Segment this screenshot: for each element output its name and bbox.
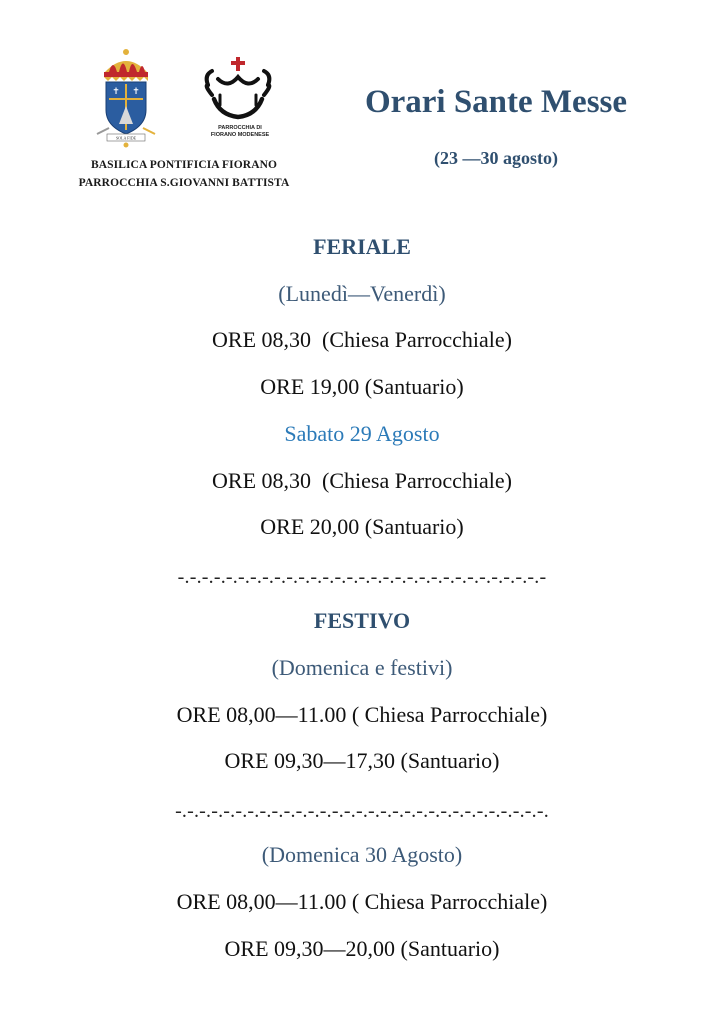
basilica-coat-of-arms-icon — [95, 48, 157, 148]
svg-text:✝: ✝ — [132, 86, 140, 96]
separator-2: -.-.-.-.-.-.-.-.-.-.-.-.-.-.-.-.-.-.-.-.-.-.-.-.-.-.-.-.-.-.-. — [175, 800, 549, 822]
domenica30-time-1: ORE 08,00—11.00 ( Chiesa Parrocchiale) — [176, 889, 548, 914]
feriale-special-time-2: ORE 20,00 (Santuario) — [260, 514, 464, 539]
parrocchia-logo-line-2: FIORANO MODENESE — [210, 132, 270, 138]
domenica30-time-2: ORE 09,30—20,00 (Santuario) — [224, 936, 500, 961]
page-title: Orari Sante Messe — [364, 84, 628, 120]
festivo-time-2: ORE 09,30—17,30 (Santuario) — [224, 748, 500, 773]
parrocchia-logo-text — [190, 125, 290, 139]
header — [0, 0, 724, 200]
org-name-basilica: BASILICA PONTIFICIA FIORANO — [90, 159, 278, 171]
feriale-heading: FERIALE — [313, 234, 411, 259]
org-name-parrocchia: PARROCCHIA S.GIOVANNI BATTISTA — [78, 177, 290, 189]
feriale-time-2: ORE 19,00 (Santuario) — [260, 374, 464, 399]
parrocchia-logo-line-1: PARROCCHIA DI — [218, 125, 262, 131]
separator-1: -.-.-.-.-.-.-.-.-.-.-.-.-.-.-.-.-.-.-.-.-.-.-.-.-.-.-.-.-.-.- — [177, 566, 547, 588]
feriale-special-time-1: ORE 08,30 (Chiesa Parrocchiale) — [212, 468, 512, 493]
festivo-days: (Domenica e festivi) — [271, 655, 453, 680]
festivo-time-1: ORE 08,00—11.00 ( Chiesa Parrocchiale) — [176, 702, 548, 727]
festivo-heading: FESTIVO — [313, 608, 411, 633]
basilica-motto: SOLA FIDE — [115, 135, 137, 141]
feriale-special-day: Sabato 29 Agosto — [284, 421, 440, 446]
page-subtitle-dates: (23 —30 agosto) — [434, 148, 558, 168]
feriale-time-1: ORE 08,30 (Chiesa Parrocchiale) — [212, 327, 512, 352]
svg-text:✝: ✝ — [112, 86, 120, 96]
feriale-days: (Lunedì—Venerdì) — [278, 281, 446, 306]
parrocchia-crown-logo-icon — [198, 55, 278, 123]
domenica30-days: (Domenica 30 Agosto) — [261, 842, 463, 867]
